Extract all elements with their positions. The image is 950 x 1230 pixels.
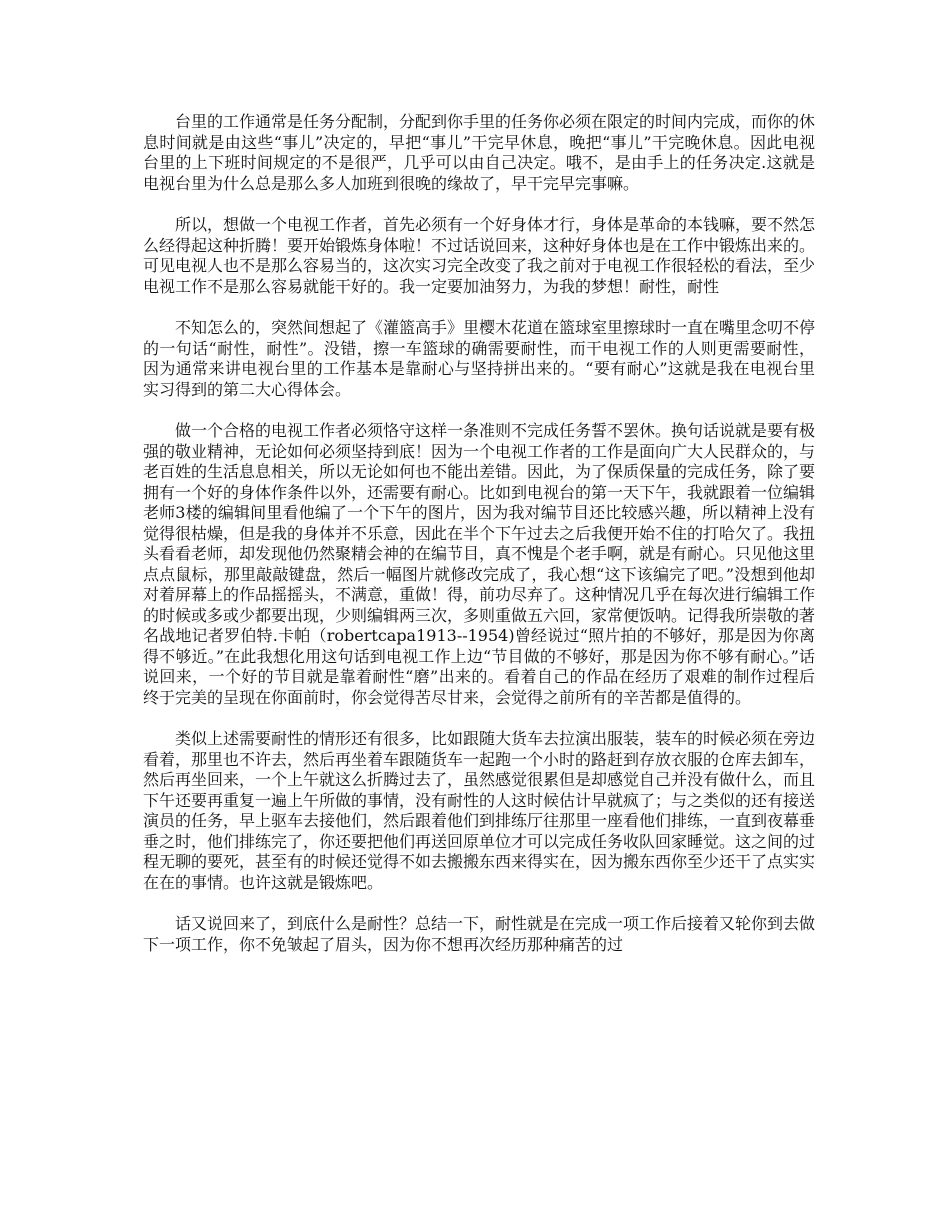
paragraph-1: 台里的工作通常是任务分配制，分配到你手里的任务你必须在限定的时间内完成，而你的休息时间就是由这些“事儿”决定的，早把“事儿”干完早休息，晚把“事儿”干完晚休息。因此电视台里的上下班时间规定的不是很严，几乎可以由自己决定。哦不，是由手上的任务决定.这就是电视台里为什么总是那么多人加班到很晚的缘故了，早干完早完事嘛。 [143, 112, 816, 193]
document-body [143, 112, 815, 976]
paragraph-2: 所以，想做一个电视工作者，首先必须有一个好身体才行，身体是革命的本钱嘛，要不然怎么经得起这种折腾！要开始锻炼身体啦！不过话说回来，这种好身体也是在工作中锻炼出来的。可见电视人也不是那么容易当的，这次实习完全改变了我之前对于电视工作很轻松的看法，至少电视工作不是那么容易就能干好的。我一定要加油努力，为我的梦想！耐性，耐性 [143, 215, 816, 296]
paragraph-6: 话又说回来了，到底什么是耐性？总结一下，耐性就是在完成一项工作后接着又轮你到去做下一项工作，你不免皱起了眉头，因为你不想再次经历那种痛苦的过 [143, 914, 816, 954]
paragraph-4: 做一个合格的电视工作者必须恪守这样一条准则不完成任务誓不罢休。换句话说就是要有极强的敬业精神，无论如何必须坚持到底！因为一个电视工作者的工作是面向广大人民群众的，与老百姓的生活息息相关，所以无论如何也不能出差错。因此，为了保质保量的完成任务，除了要拥有一个好的身体作条件以外，还需要有耐心。比如到电视台的第一天下午，我就跟着一位编辑老师3楼的编辑间里看他编了一个下午的图片，因为我对编节目还比较感兴趣，所以精神上没有觉得很枯燥，但是我的身体并不乐意，因此在半个下午过去之后我便开始不住的打哈欠了。我扭头看看老师，却发现他仍然聚精会神的在编节目，真不愧是个老手啊，就是有耐心。只见他这里点点鼠标，那里敲敲键盘，然后一幅图片就修改完成了，我心想“这下该编完了吧。”没想到他却对着屏幕上的作品摇摇头，不满意，重做！得，前功尽弃了。这种情况几乎在每次进行编辑工作的时候或多或少都要出现，少则编辑两三次，多则重做五六回，家常便饭呐。记得我所崇敬的著名战地记者罗伯特.卡帕（robertcapa1913--1954)曾经说过“照片拍的不够好，那是因为你离得不够近。”在此我想化用这句话到电视工作上边“节目做的不够好，那是因为你不够有耐心。”话说回来，一个好的节目就是靠着耐性“磨”出来的。看着自己的作品在经历了艰难的制作过程后终于完美的呈现在你面前时，你会觉得苦尽甘来，会觉得之前所有的辛苦都是值得的。 [143, 421, 816, 707]
paragraph-5: 类似上述需要耐性的情形还有很多，比如跟随大货车去拉演出服装，装车的时候必须在旁边看着，那里也不许去，然后再坐着车跟随货车一起跑一个小时的路赶到存放衣服的仓库去卸车，然后再坐回来，一个上午就这么折腾过去了，虽然感觉很累但是却感觉自己并没有做什么，而且下午还要再重复一遍上午所做的事情，没有耐性的人这时候估计早就疯了；与之类似的还有接送演员的任务，早上驱车去接他们，然后跟着他们到排练厅往那里一座看他们排练，一直到夜幕垂垂之时，他们排练完了，你还要把他们再送回原单位才可以完成任务收队回家睡觉。这之间的过程无聊的要死，甚至有的时候还觉得不如去搬搬东西来得实在，因为搬东西你至少还干了点实实在在的事情。也许这就是锻炼吧。 [143, 729, 816, 892]
paragraph-3: 不知怎么的，突然间想起了《灌篮高手》里樱木花道在篮球室里擦球时一直在嘴里念叨不停的一句话“耐性，耐性”。没错，擦一车篮球的确需要耐性，而干电视工作的人则更需要耐性，因为通常来讲电视台里的工作基本是靠耐心与坚持拼出来的。“要有耐心”这就是我在电视台里实习得到的第二大心得体会。 [143, 318, 816, 399]
